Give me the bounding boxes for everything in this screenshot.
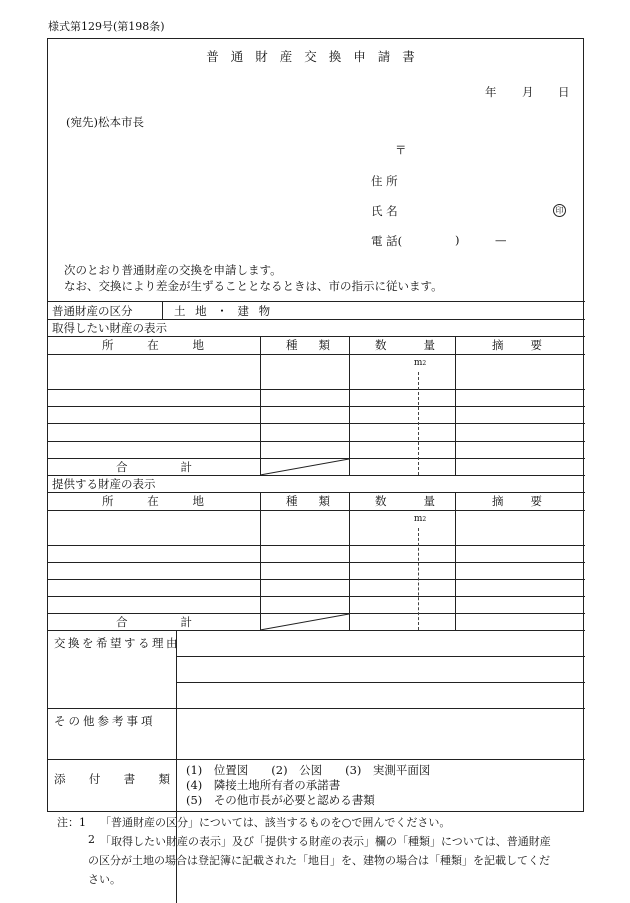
- property-type-label: [52, 302, 158, 319]
- provide-col-kind: 種 類: [286, 494, 330, 508]
- phone-dash: —: [495, 233, 507, 247]
- note-2-line-1: 「取得したい財産の表示」及び「提供する財産の表示」欄の「種類」については、普通財産: [100, 835, 551, 848]
- provide-unit: m 2: [413, 514, 427, 524]
- acquire-col-quantity: 数 量: [375, 338, 435, 352]
- date-year: 年: [485, 85, 497, 99]
- note-2-number: 2: [88, 833, 95, 846]
- provide-col-quantity: 数 量: [375, 494, 435, 508]
- form-number: 様式第129号(第198条): [48, 20, 165, 33]
- acquire-total-slash: [260, 458, 349, 476]
- reason-label: 交換を希望する理由: [54, 636, 180, 650]
- attachments-label: 添 付 書 類: [54, 772, 170, 786]
- phone-label: 電 話(: [371, 234, 403, 248]
- attachment-item-2: (4) 隣接土地所有者の承諾書: [186, 778, 341, 792]
- form-title: 普通財産交換申請書: [206, 49, 427, 64]
- note-1: 「普通財産の区分」については、該当するものを○で囲んでください。: [100, 816, 451, 829]
- acquire-total: 合 計: [116, 460, 192, 474]
- provide-col-summary: 摘 要: [492, 494, 542, 508]
- note-prefix: 注：1: [57, 816, 86, 829]
- provide-section-label: 提供する財産の表示: [52, 477, 156, 491]
- addressee: (宛先)松本市長: [66, 115, 144, 129]
- acquire-col-kind: 種 類: [286, 338, 330, 352]
- attachment-item-3: (5) その他市長が必要と認める書類: [186, 793, 375, 807]
- name-label: 氏 名: [371, 204, 398, 218]
- property-type-options: 土 地 ・ 建 物: [174, 303, 274, 318]
- attachment-item-1: (1) 位置図 (2) 公図 (3) 実測平面図: [186, 763, 431, 777]
- address-label: 住 所: [371, 174, 398, 188]
- date-month: 月: [522, 85, 534, 99]
- property-type-label-text: 普通財産の区分: [52, 303, 133, 318]
- seal-mark: 印: [553, 204, 566, 217]
- note-2-line-3: さい。: [88, 873, 121, 886]
- request-line-1: 次のとおり普通財産の交換を申請します。: [64, 263, 282, 277]
- application-form: [47, 38, 584, 812]
- other-label: その他参考事項: [54, 714, 156, 728]
- acquire-col-summary: 摘 要: [492, 338, 542, 352]
- provide-col-location: 所 在 地: [102, 494, 204, 508]
- provide-total-slash: [260, 613, 349, 631]
- acquire-col-location: 所 在 地: [102, 338, 204, 352]
- acquire-unit: m 2: [413, 358, 427, 368]
- postal-mark: 〒: [395, 143, 407, 157]
- request-line-2: なお、交換により差金が生ずることとなるときは、市の指示に従います。: [64, 279, 443, 293]
- phone-paren-close: ): [455, 233, 460, 247]
- note-2-line-2: の区分が土地の場合は登記簿に記載された「地目」を、建物の場合は「種類」を記載してくだ: [88, 854, 550, 867]
- provide-total: 合 計: [116, 615, 192, 629]
- acquire-section-label: 取得したい財産の表示: [52, 321, 167, 335]
- date-day: 日: [558, 85, 570, 99]
